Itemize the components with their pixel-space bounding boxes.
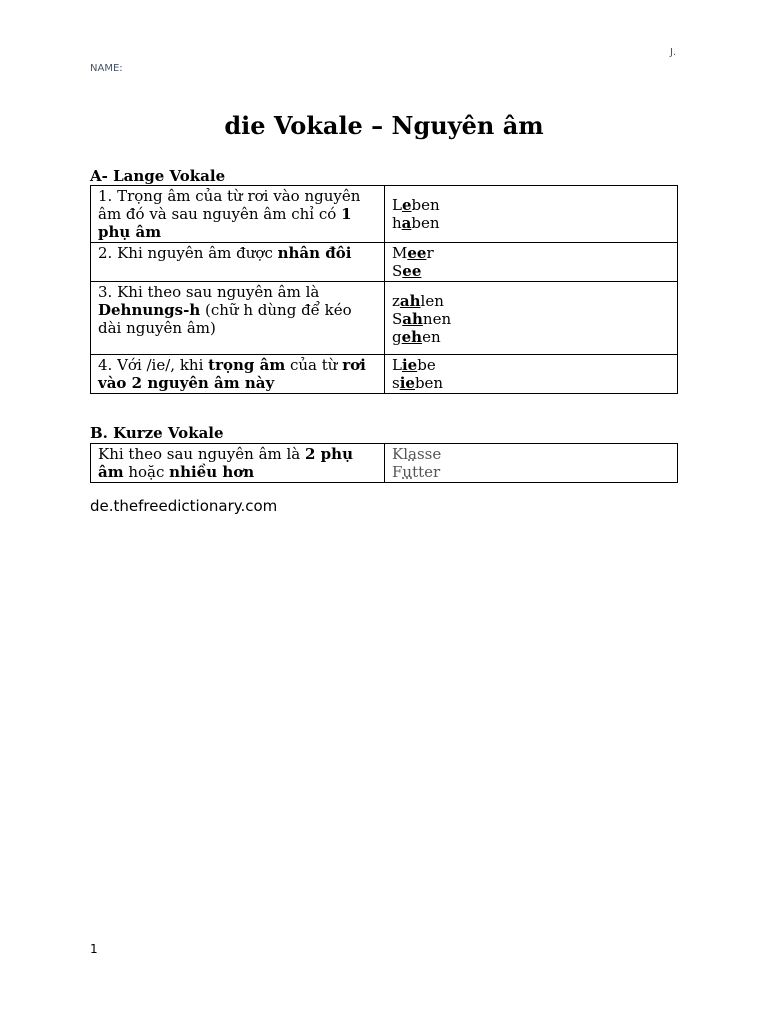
rule-text: 3. Khi theo sau nguyên âm là — [98, 283, 320, 301]
example-cell — [385, 243, 678, 282]
section-b-heading: B. Kurze Vokale — [90, 424, 224, 442]
example-word: Meer — [392, 244, 434, 262]
rule-cell — [91, 282, 385, 355]
rule-text: (chữ h dùng để kéo dài nguyên âm) — [98, 301, 352, 337]
example-word: Liebe — [392, 356, 436, 374]
rule-text: 1. Trọng âm của từ rơi vào nguyên âm đó và sau nguyên âm chỉ có — [98, 187, 361, 223]
rule-text: 2. Khi nguyên âm được — [98, 244, 278, 262]
table-row — [91, 186, 678, 243]
rule-text: 4. Với /ie/, khi — [98, 356, 209, 374]
table-row — [91, 282, 678, 355]
example-word: Leben — [392, 196, 440, 214]
table-row — [91, 355, 678, 394]
example-word: sieben — [392, 374, 444, 392]
header-initial: J. — [670, 47, 677, 58]
example-word: zahlen — [392, 292, 444, 310]
rule-bold: nhiều hơn — [169, 463, 255, 481]
example-word: Sahnen — [392, 310, 452, 328]
rule-text: Khi theo sau nguyên âm là — [98, 445, 306, 463]
section-a-heading: A- Lange Vokale — [90, 167, 226, 185]
rule-text: của từ — [285, 356, 343, 374]
example-word: See — [392, 262, 422, 280]
example-word: haben — [392, 214, 440, 232]
page-title: die Vokale – Nguyên âm — [224, 111, 544, 140]
rule-bold: 1 phụ âm — [98, 205, 352, 241]
rule-bold: Dehnungs-h — [98, 301, 201, 319]
rule-bold: nhân đôi — [277, 244, 352, 262]
example-word: gehen — [392, 328, 441, 346]
example-word: Futter — [392, 463, 441, 481]
example-cell — [385, 355, 678, 394]
rule-bold: rơi vào 2 nguyên âm này — [98, 356, 366, 392]
table-row — [91, 444, 678, 483]
short-vowels-table — [90, 443, 678, 483]
source-link[interactable]: de.thefreedictionary.com — [90, 497, 278, 515]
table-row — [91, 243, 678, 282]
page-number: 1 — [90, 942, 98, 956]
rule-cell — [91, 444, 385, 483]
example-cell — [385, 282, 678, 355]
rule-cell — [91, 243, 385, 282]
rule-cell — [91, 355, 385, 394]
rule-text: hoặc — [123, 463, 170, 481]
example-word: Klasse — [392, 445, 442, 463]
rule-cell — [91, 186, 385, 243]
example-cell — [385, 186, 678, 243]
header-name-label: NAME: — [90, 63, 123, 74]
rule-bold: trọng âm — [208, 356, 286, 374]
long-vowels-table — [90, 185, 678, 394]
example-cell — [385, 444, 678, 483]
rule-bold: 2 phụ âm — [98, 445, 353, 481]
